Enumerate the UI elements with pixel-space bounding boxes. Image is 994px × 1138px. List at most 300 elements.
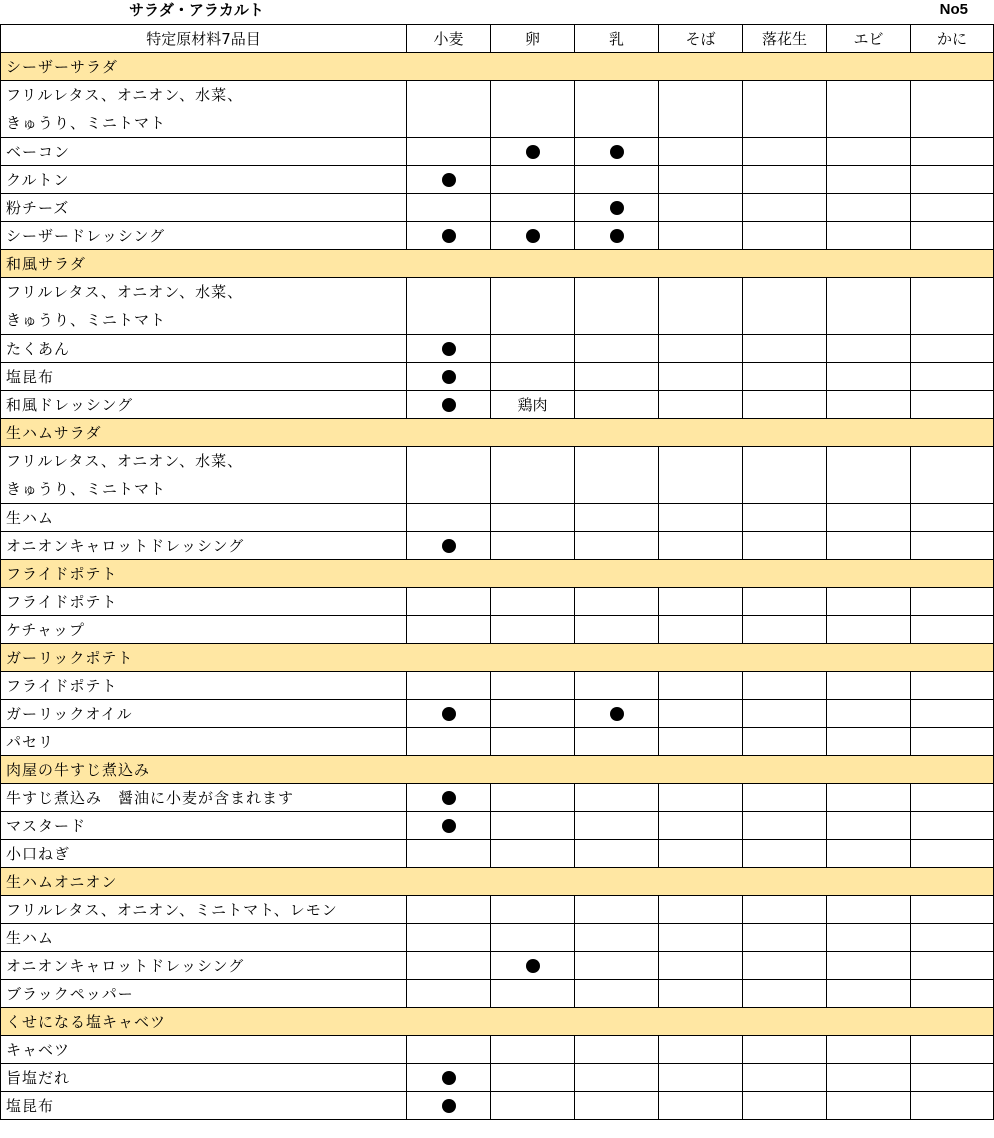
ingredient-name-line: フライドポテト [6, 676, 118, 695]
allergen-cell [407, 335, 491, 363]
allergen-cell [575, 335, 659, 363]
ingredient-row [1, 952, 994, 980]
allergen-cell [911, 81, 994, 138]
ingredient-name-line: きゅうり、ミニトマト [6, 114, 167, 132]
allergen-cell [575, 588, 659, 616]
header-allergen: 落花生 [743, 25, 827, 53]
allergen-cell [911, 194, 994, 222]
allergen-cell [911, 896, 994, 924]
allergen-cell [659, 924, 743, 952]
header-allergen: そば [659, 25, 743, 53]
ingredient-name [1, 447, 407, 504]
allergen-cell [491, 616, 575, 644]
contains-dot-icon [442, 539, 456, 553]
allergen-cell [659, 952, 743, 980]
allergen-cell [911, 952, 994, 980]
allergen-cell [491, 700, 575, 728]
section-title: シーザーサラダ [1, 53, 994, 81]
ingredient-row [1, 1064, 994, 1092]
ingredient-name-line: ガーリックオイル [6, 704, 133, 723]
allergen-cell [743, 363, 827, 391]
ingredient-name [1, 840, 407, 868]
header-allergen: エビ [827, 25, 911, 53]
allergen-cell [911, 700, 994, 728]
allergen-cell [911, 924, 994, 952]
allergen-cell [575, 504, 659, 532]
ingredient-name [1, 335, 407, 363]
ingredient-name [1, 924, 407, 952]
allergen-cell [491, 672, 575, 700]
allergen-cell [659, 588, 743, 616]
allergen-cell [491, 194, 575, 222]
ingredient-name-line: ブラックペッパー [6, 984, 134, 1003]
allergen-cell [659, 784, 743, 812]
allergen-cell [491, 812, 575, 840]
allergen-cell [659, 222, 743, 250]
allergen-cell [491, 363, 575, 391]
contains-dot-icon [442, 342, 456, 356]
ingredient-name-line: オニオンキャロットドレッシング [6, 956, 245, 975]
header-allergen: 卵 [491, 25, 575, 53]
section-row [1, 250, 994, 278]
allergen-cell [743, 616, 827, 644]
allergen-cell [827, 924, 911, 952]
allergen-cell [827, 616, 911, 644]
allergen-cell [575, 194, 659, 222]
allergen-cell [743, 532, 827, 560]
allergen-cell [827, 700, 911, 728]
allergen-cell [659, 728, 743, 756]
allergen-cell [491, 896, 575, 924]
ingredient-name-line: ケチャップ [6, 620, 85, 639]
allergen-cell [743, 952, 827, 980]
allergen-cell [743, 588, 827, 616]
allergen-cell [407, 952, 491, 980]
allergen-cell [407, 672, 491, 700]
ingredient-name-line: フライドポテト [6, 592, 118, 611]
allergen-cell [743, 447, 827, 504]
ingredient-name [1, 363, 407, 391]
allergen-cell [491, 588, 575, 616]
allergen-cell [659, 1036, 743, 1064]
allergen-cell [491, 728, 575, 756]
header-allergen: 小麦 [407, 25, 491, 53]
allergen-cell [911, 447, 994, 504]
ingredient-name [1, 728, 407, 756]
allergen-cell [911, 391, 994, 419]
allergen-cell [575, 616, 659, 644]
allergen-cell [575, 222, 659, 250]
allergen-cell [827, 980, 911, 1008]
allergen-cell [659, 363, 743, 391]
ingredient-name-line: キャベツ [6, 1040, 71, 1059]
ingredient-name [1, 700, 407, 728]
allergen-cell [911, 784, 994, 812]
table-body [1, 53, 994, 1120]
allergen-cell [743, 812, 827, 840]
allergen-cell [659, 335, 743, 363]
allergen-cell [491, 81, 575, 138]
allergen-cell [659, 616, 743, 644]
ingredient-name-line: フリルレタス、オニオン、水菜、 [6, 86, 244, 104]
allergen-cell [491, 924, 575, 952]
ingredient-row [1, 728, 994, 756]
ingredient-name-line: 塩昆布 [6, 1096, 55, 1115]
allergen-cell [575, 363, 659, 391]
allergen-cell [575, 812, 659, 840]
ingredient-row [1, 532, 994, 560]
allergen-cell [743, 1092, 827, 1120]
ingredient-row [1, 194, 994, 222]
allergen-cell [407, 812, 491, 840]
allergen-cell [911, 278, 994, 335]
ingredient-row [1, 81, 994, 138]
allergen-cell [827, 672, 911, 700]
allergen-cell [911, 166, 994, 194]
ingredient-row [1, 504, 994, 532]
contains-dot-icon [442, 370, 456, 384]
allergen-cell [659, 138, 743, 166]
allergen-cell [743, 194, 827, 222]
ingredient-name [1, 1092, 407, 1120]
allergen-cell [407, 391, 491, 419]
allergen-cell [743, 222, 827, 250]
ingredient-name [1, 504, 407, 532]
allergen-cell [743, 166, 827, 194]
allergen-cell [827, 391, 911, 419]
allergen-cell [575, 138, 659, 166]
allergen-cell [827, 363, 911, 391]
allergen-cell [743, 896, 827, 924]
allergen-cell [575, 532, 659, 560]
allergen-cell [491, 952, 575, 980]
allergen-cell [407, 222, 491, 250]
ingredient-name-line: たくあん [6, 339, 71, 358]
allergen-cell [407, 447, 491, 504]
section-row [1, 868, 994, 896]
allergen-cell [659, 194, 743, 222]
allergen-cell [911, 532, 994, 560]
allergen-cell [407, 840, 491, 868]
allergen-cell [491, 1064, 575, 1092]
allergen-cell [407, 616, 491, 644]
allergen-cell [491, 784, 575, 812]
allergen-cell [827, 896, 911, 924]
allergen-cell [659, 896, 743, 924]
contains-dot-icon [442, 1071, 456, 1085]
allergen-cell [659, 391, 743, 419]
ingredient-row [1, 391, 994, 419]
ingredient-row [1, 896, 994, 924]
allergen-cell [743, 728, 827, 756]
allergen-cell [827, 1092, 911, 1120]
ingredient-row [1, 616, 994, 644]
allergen-cell [827, 166, 911, 194]
contains-dot-icon [610, 201, 624, 215]
ingredient-name [1, 784, 407, 812]
ingredient-row [1, 672, 994, 700]
allergen-cell [911, 1092, 994, 1120]
ingredient-row [1, 278, 994, 335]
allergen-cell [827, 840, 911, 868]
ingredient-row [1, 1036, 994, 1064]
allergen-cell [911, 504, 994, 532]
ingredient-name-line: シーザードレッシング [6, 226, 166, 245]
allergen-cell [407, 194, 491, 222]
section-row [1, 756, 994, 784]
allergen-cell [575, 700, 659, 728]
allergen-cell [911, 728, 994, 756]
allergen-cell [491, 335, 575, 363]
allergen-cell [491, 532, 575, 560]
ingredient-name-line: 生ハム [6, 508, 55, 527]
allergen-cell [827, 138, 911, 166]
allergen-table [0, 24, 994, 1120]
ingredient-row [1, 700, 994, 728]
allergen-cell [911, 1064, 994, 1092]
ingredient-name [1, 532, 407, 560]
allergen-cell [659, 81, 743, 138]
allergen-cell [827, 588, 911, 616]
allergen-cell [659, 504, 743, 532]
allergen-cell [827, 532, 911, 560]
allergen-cell [827, 952, 911, 980]
allergen-cell [575, 278, 659, 335]
section-title: ガーリックポテト [1, 644, 994, 672]
ingredient-name [1, 812, 407, 840]
allergen-cell [575, 1036, 659, 1064]
allergen-cell [911, 980, 994, 1008]
contains-dot-icon [526, 959, 540, 973]
allergen-cell [575, 81, 659, 138]
allergen-cell [911, 672, 994, 700]
ingredient-name-line: 和風ドレッシング [6, 395, 134, 414]
allergen-cell [827, 335, 911, 363]
header-allergen: 乳 [575, 25, 659, 53]
ingredient-row [1, 222, 994, 250]
ingredient-row [1, 363, 994, 391]
allergen-cell [491, 166, 575, 194]
section-title: フライドポテト [1, 560, 994, 588]
allergen-cell [743, 840, 827, 868]
allergen-cell [575, 840, 659, 868]
ingredient-name [1, 672, 407, 700]
allergen-cell [827, 504, 911, 532]
allergen-cell [827, 728, 911, 756]
allergen-cell [491, 222, 575, 250]
allergen-cell [743, 81, 827, 138]
allergen-cell [743, 784, 827, 812]
header-row [1, 25, 994, 53]
contains-dot-icon [610, 707, 624, 721]
allergen-cell [827, 447, 911, 504]
allergen-cell [575, 784, 659, 812]
allergen-cell [743, 278, 827, 335]
allergen-cell [575, 391, 659, 419]
ingredient-name-line: フリルレタス、オニオン、水菜、 [6, 452, 244, 470]
allergen-cell [659, 812, 743, 840]
allergen-cell [575, 980, 659, 1008]
allergen-cell [659, 1064, 743, 1092]
allergen-cell [827, 812, 911, 840]
allergen-cell [407, 896, 491, 924]
contains-dot-icon [442, 819, 456, 833]
ingredient-name-line: 牛すじ煮込み 醤油に小麦が含まれます [6, 788, 295, 807]
ingredient-name-line: 旨塩だれ [6, 1068, 71, 1087]
ingredient-row [1, 335, 994, 363]
allergen-cell [911, 138, 994, 166]
allergen-cell [407, 363, 491, 391]
allergen-cell [491, 1092, 575, 1120]
allergen-cell [743, 672, 827, 700]
allergen-cell [827, 194, 911, 222]
allergen-cell [407, 138, 491, 166]
contains-dot-icon [610, 145, 624, 159]
allergen-cell [407, 700, 491, 728]
allergen-cell [407, 166, 491, 194]
ingredient-name-line: 塩昆布 [6, 367, 55, 386]
ingredient-name-line: マスタード [6, 816, 87, 835]
contains-dot-icon [442, 1099, 456, 1113]
ingredient-name-line: きゅうり、ミニトマト [6, 480, 167, 498]
page-number: No5 [939, 1, 968, 18]
allergen-cell [743, 1036, 827, 1064]
ingredient-name-line: 生ハム [6, 928, 55, 947]
ingredient-row [1, 1092, 994, 1120]
allergen-cell [491, 447, 575, 504]
section-title: くせになる塩キャベツ [1, 1008, 994, 1036]
page-title: サラダ・アラカルト [129, 1, 264, 19]
allergen-cell [407, 924, 491, 952]
ingredient-name [1, 1036, 407, 1064]
header-ingredient: 特定原材料7品目 [1, 25, 407, 53]
allergen-cell [407, 1036, 491, 1064]
allergen-cell [575, 672, 659, 700]
section-row [1, 419, 994, 447]
allergen-cell [659, 447, 743, 504]
allergen-cell [743, 138, 827, 166]
allergen-cell [407, 532, 491, 560]
section-row [1, 644, 994, 672]
ingredient-name [1, 952, 407, 980]
allergen-cell [659, 840, 743, 868]
ingredient-row [1, 138, 994, 166]
contains-dot-icon [442, 398, 456, 412]
section-row [1, 1008, 994, 1036]
ingredient-name [1, 166, 407, 194]
allergen-cell [911, 812, 994, 840]
allergen-cell [911, 588, 994, 616]
contains-dot-icon [442, 229, 456, 243]
allergen-cell [407, 588, 491, 616]
ingredient-row [1, 980, 994, 1008]
allergen-cell [575, 728, 659, 756]
ingredient-name [1, 391, 407, 419]
allergen-cell [491, 138, 575, 166]
allergen-cell [575, 952, 659, 980]
ingredient-row [1, 924, 994, 952]
allergen-cell [491, 504, 575, 532]
ingredient-row [1, 447, 994, 504]
ingredient-name [1, 616, 407, 644]
ingredient-name [1, 1064, 407, 1092]
ingredient-row [1, 588, 994, 616]
allergen-cell [407, 728, 491, 756]
allergen-cell [659, 672, 743, 700]
allergen-cell [659, 278, 743, 335]
allergen-cell [575, 924, 659, 952]
contains-dot-icon [442, 707, 456, 721]
section-title: 生ハムオニオン [1, 868, 994, 896]
allergen-cell [827, 81, 911, 138]
ingredient-name [1, 588, 407, 616]
ingredient-name-line: フリルレタス、オニオン、ミニトマト、レモン [6, 900, 338, 919]
ingredient-name-line: パセリ [6, 732, 55, 751]
ingredient-name [1, 81, 407, 138]
allergen-cell [659, 980, 743, 1008]
allergen-cell [827, 222, 911, 250]
contains-dot-icon [526, 229, 540, 243]
allergen-cell [407, 784, 491, 812]
ingredient-name-line: クルトン [6, 170, 70, 189]
section-title: 肉屋の牛すじ煮込み [1, 756, 994, 784]
ingredient-row [1, 166, 994, 194]
ingredient-name [1, 138, 407, 166]
allergen-cell [911, 840, 994, 868]
contains-dot-icon [442, 791, 456, 805]
allergen-cell [911, 1036, 994, 1064]
header-allergen: かに [911, 25, 994, 53]
section-row [1, 53, 994, 81]
ingredient-row [1, 840, 994, 868]
allergen-cell [575, 896, 659, 924]
allergen-cell [491, 980, 575, 1008]
contains-dot-icon [442, 173, 456, 187]
allergen-cell [575, 1092, 659, 1120]
ingredient-name [1, 896, 407, 924]
ingredient-name [1, 278, 407, 335]
ingredient-name-line: フリルレタス、オニオン、水菜、 [6, 283, 244, 301]
allergen-cell [659, 166, 743, 194]
allergen-cell [575, 166, 659, 194]
allergen-cell [575, 447, 659, 504]
allergen-cell [743, 391, 827, 419]
ingredient-name-line: 小口ねぎ [6, 844, 71, 863]
allergen-cell [407, 504, 491, 532]
ingredient-name-line: 粉チーズ [6, 198, 70, 217]
allergen-cell [491, 1036, 575, 1064]
allergen-cell [407, 81, 491, 138]
ingredient-row [1, 784, 994, 812]
allergen-cell [491, 278, 575, 335]
allergen-cell [407, 1064, 491, 1092]
allergen-cell [911, 616, 994, 644]
allergen-cell [743, 924, 827, 952]
ingredient-row [1, 812, 994, 840]
allergen-cell [407, 1092, 491, 1120]
allergen-cell [659, 700, 743, 728]
ingredient-name [1, 194, 407, 222]
section-row [1, 560, 994, 588]
allergen-cell [827, 1064, 911, 1092]
contains-dot-icon [526, 145, 540, 159]
allergen-cell [491, 391, 575, 419]
allergen-cell [827, 784, 911, 812]
allergen-cell [743, 335, 827, 363]
allergen-cell [407, 278, 491, 335]
allergen-cell [743, 700, 827, 728]
section-title: 和風サラダ [1, 250, 994, 278]
